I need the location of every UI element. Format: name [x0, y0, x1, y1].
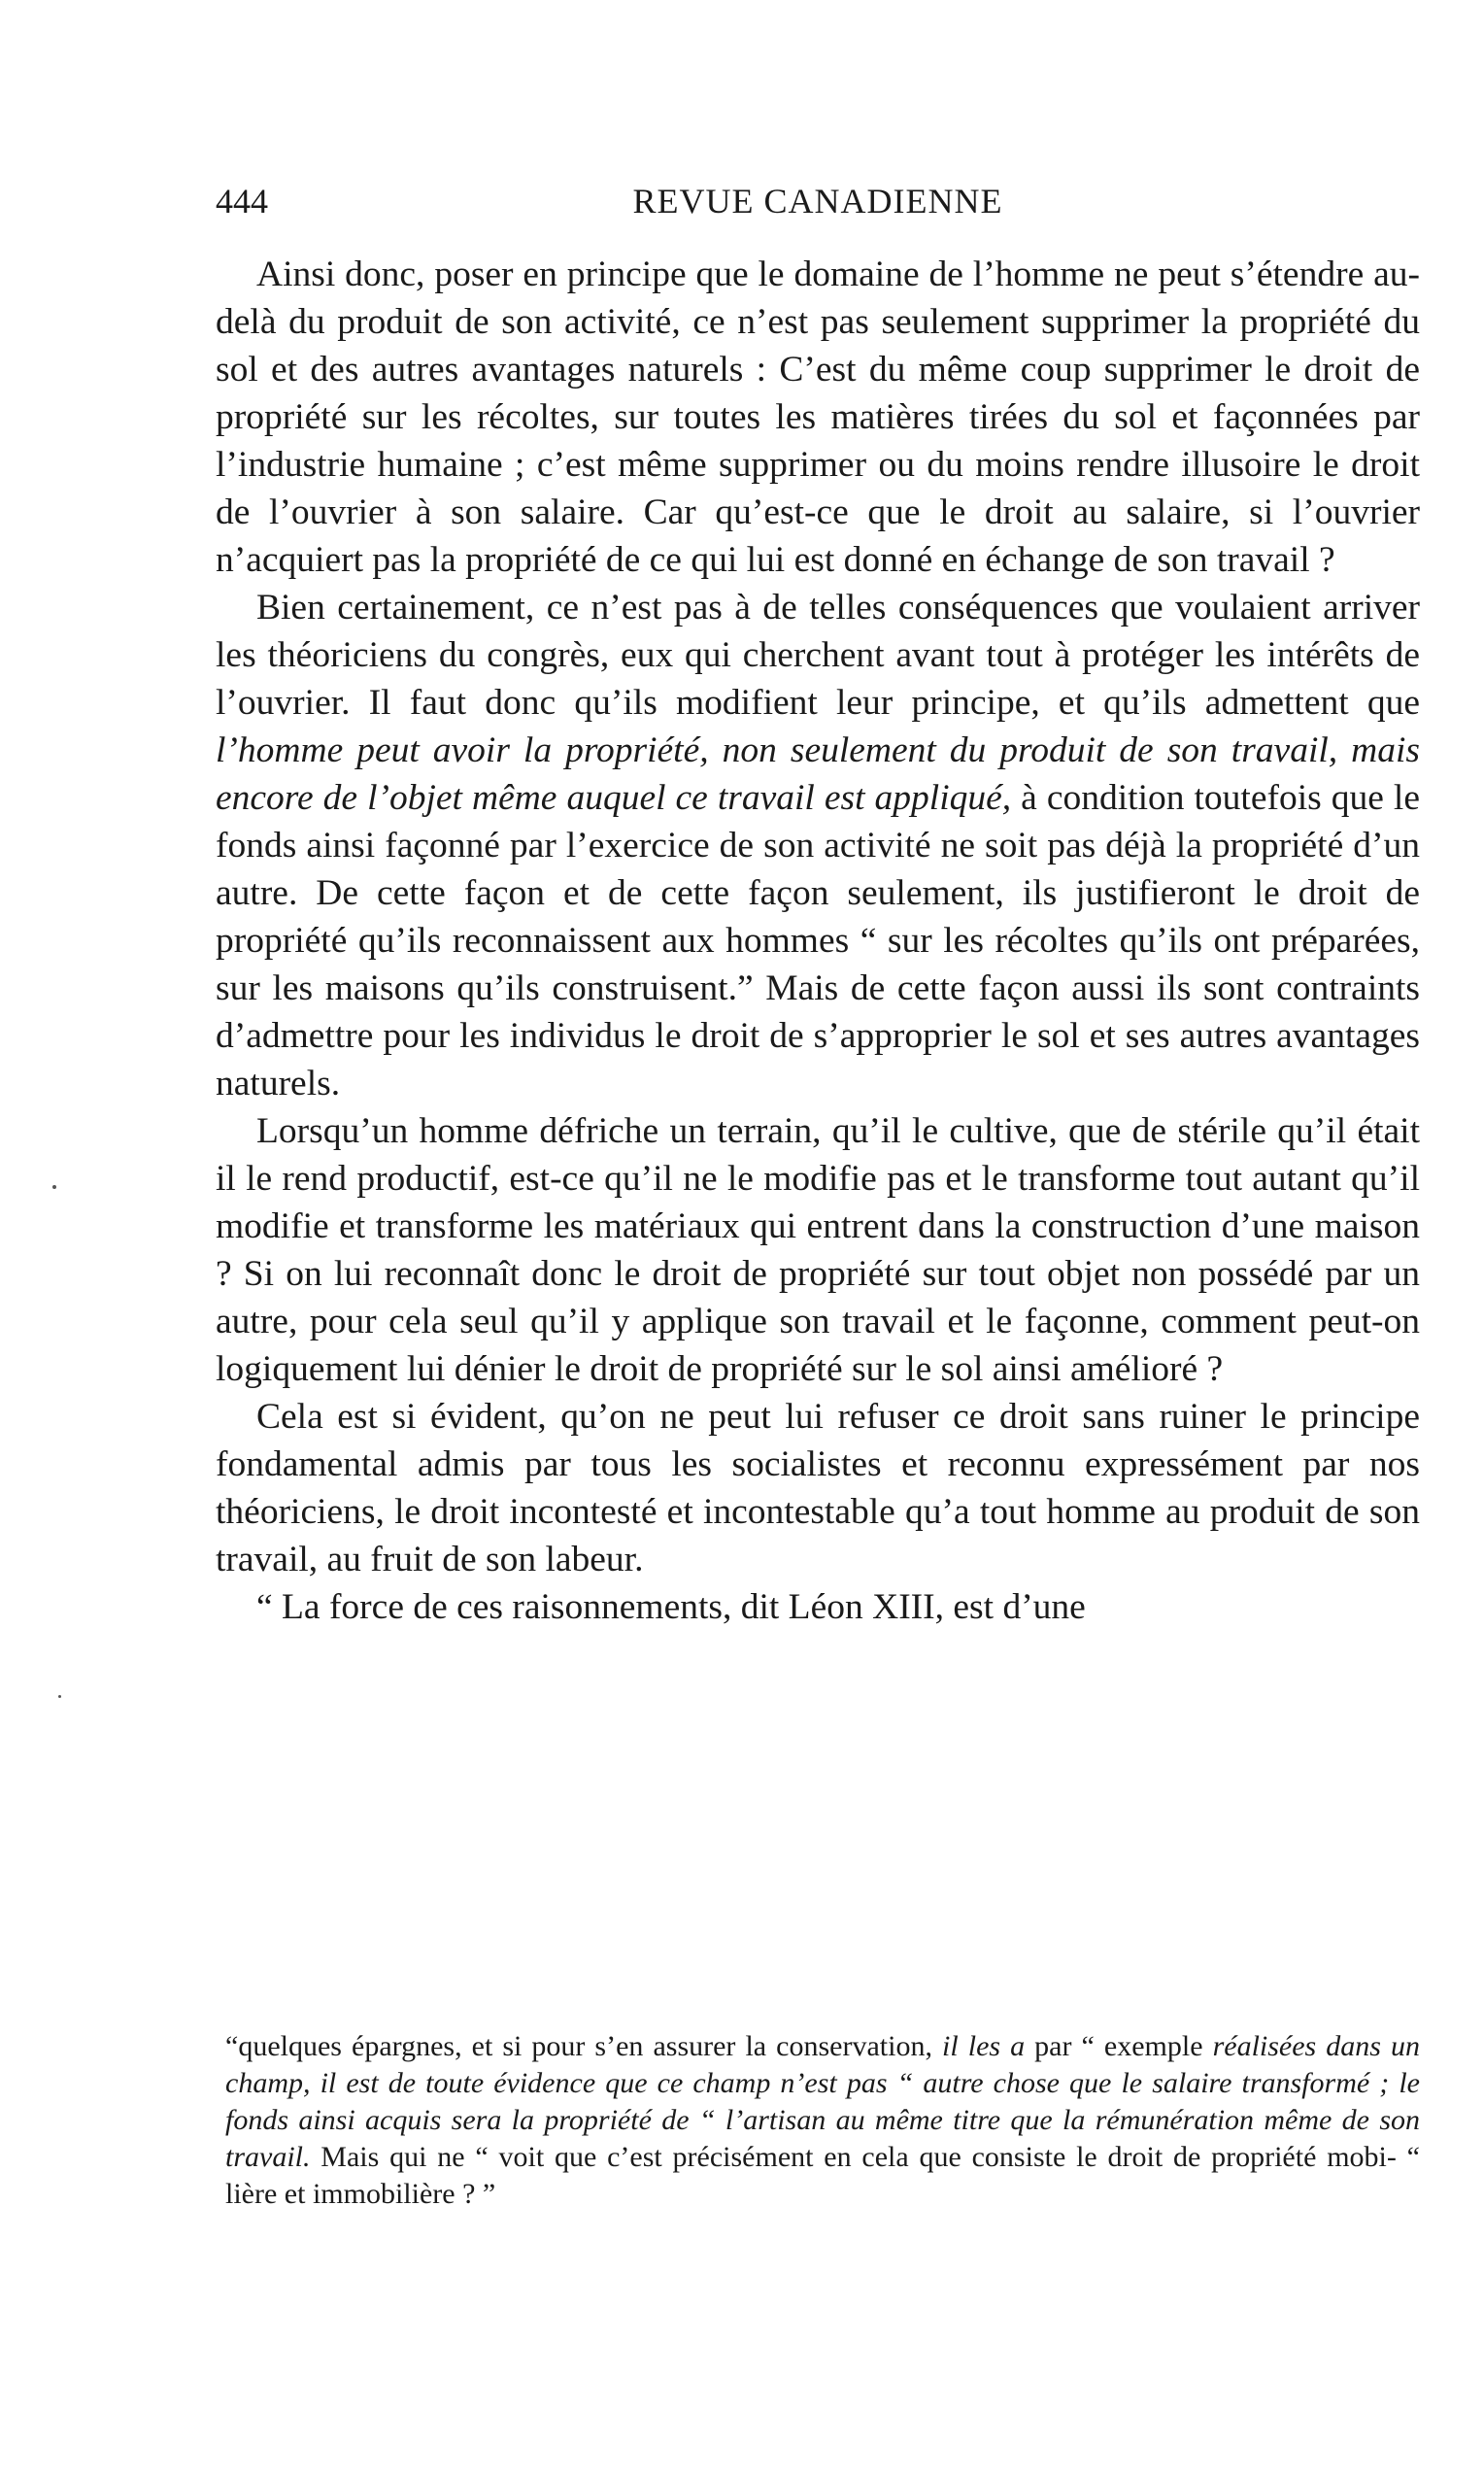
paragraph-2-italic: l’homme peut avoir la propriété, non seulement du produit de son travail, mais encore de l’objet même auquel ce travail est appliqué,: [216, 730, 1420, 818]
scan-speck: [52, 1185, 56, 1189]
footnote-italic-1: il les a: [942, 2030, 1026, 2062]
paragraph-2-part-a: Bien certainement, ce n’est pas à de telles conséquences que voulaient arriver les théoriciens du congrès, eux qui cherchent avant tout à protéger les intérêts de l’ouvrier. Il faut donc qu’ils modifient leur principe, et qu’ils admettent que: [216, 588, 1420, 723]
footnote-italic-2: réalisées dans un champ, il est de toute évidence que ce champ n’est pas “ autre chose que le salaire transformé ; le fonds ainsi acquis sera la propriété de “ l’artisan au même titre que la rémunération même de son travail.: [225, 2030, 1420, 2173]
footnote-part-a: “quelques épargnes, et si pour s’en assurer la conservation,: [225, 2030, 943, 2062]
body-text: [216, 251, 1420, 1631]
footnote-part-e: Mais qui ne “ voit que c’est précisément en cela que consiste le droit de propriété mobi- “ lière et immobilière ? ”: [225, 2141, 1420, 2210]
page-number: 444: [216, 182, 268, 221]
running-title: REVUE CANADIENNE: [632, 182, 1003, 221]
paragraph-5: “ La force de ces raisonnements, dit Léon XIII, est d’une: [256, 1587, 1086, 1627]
paragraph-3: Lorsqu’un homme défriche un terrain, qu’il le cultive, que de stérile qu’il était il le rend productif, est-ce qu’il ne le modifie pas et le transforme tout autant qu’il modifie et transforme les matériaux qui entrent dans la construction d’une maison ? Si on lui reconnaît donc le droit de propriété sur tout objet non possédé par un autre, pour cela seul qu’il y applique son travail et le façonne, comment peut-on logiquement lui dénier le droit de propriété sur le sol ainsi amélioré ?: [216, 1111, 1420, 1389]
footnote-part-c: par “ exemple: [1025, 2030, 1213, 2062]
footnote-text: [225, 2028, 1420, 2213]
running-head: [216, 177, 1420, 225]
footnote: [225, 2028, 1420, 2213]
paragraph-1: Ainsi donc, poser en principe que le domaine de l’homme ne peut s’étendre au-delà du produit de son activité, ce n’est pas seulement supprimer la propriété du sol et des autres avantages naturels : C’est du même coup supprimer le droit de propriété sur les récoltes, sur toutes les matières tirées du sol et façonnées par l’industrie humaine ; c’est même supprimer ou du moins rendre illusoire le droit de l’ouvrier à son salaire. Car qu’est-ce que le droit au salaire, si l’ouvrier n’acquiert pas la propriété de ce qui lui est donné en échange de son travail ?: [216, 254, 1420, 580]
paragraph-2-part-b: à condition toutefois que le fonds ainsi façonné par l’exercice de son activité ne soit pas déjà la propriété d’un autre. De cette façon et de cette façon seulement, ils justifieront le droit de propriété qu’ils reconnaissent aux hommes “ sur les récoltes qu’ils ont préparées, sur les maisons qu’ils construisent.” Mais de cette façon aussi ils sont contraints d’admettre pour les individus le droit de s’approprier le sol et ses autres avantages naturels.: [216, 778, 1420, 1103]
scan-speck: [58, 1695, 61, 1698]
paragraph-2: [216, 584, 1420, 1107]
paragraph-4: Cela est si évident, qu’on ne peut lui refuser ce droit sans ruiner le principe fondamental admis par tous les socialistes et reconnu expressément par nos théoriciens, le droit incontesté et incontestable qu’a tout homme au produit de son travail, au fruit de son labeur.: [216, 1397, 1420, 1579]
